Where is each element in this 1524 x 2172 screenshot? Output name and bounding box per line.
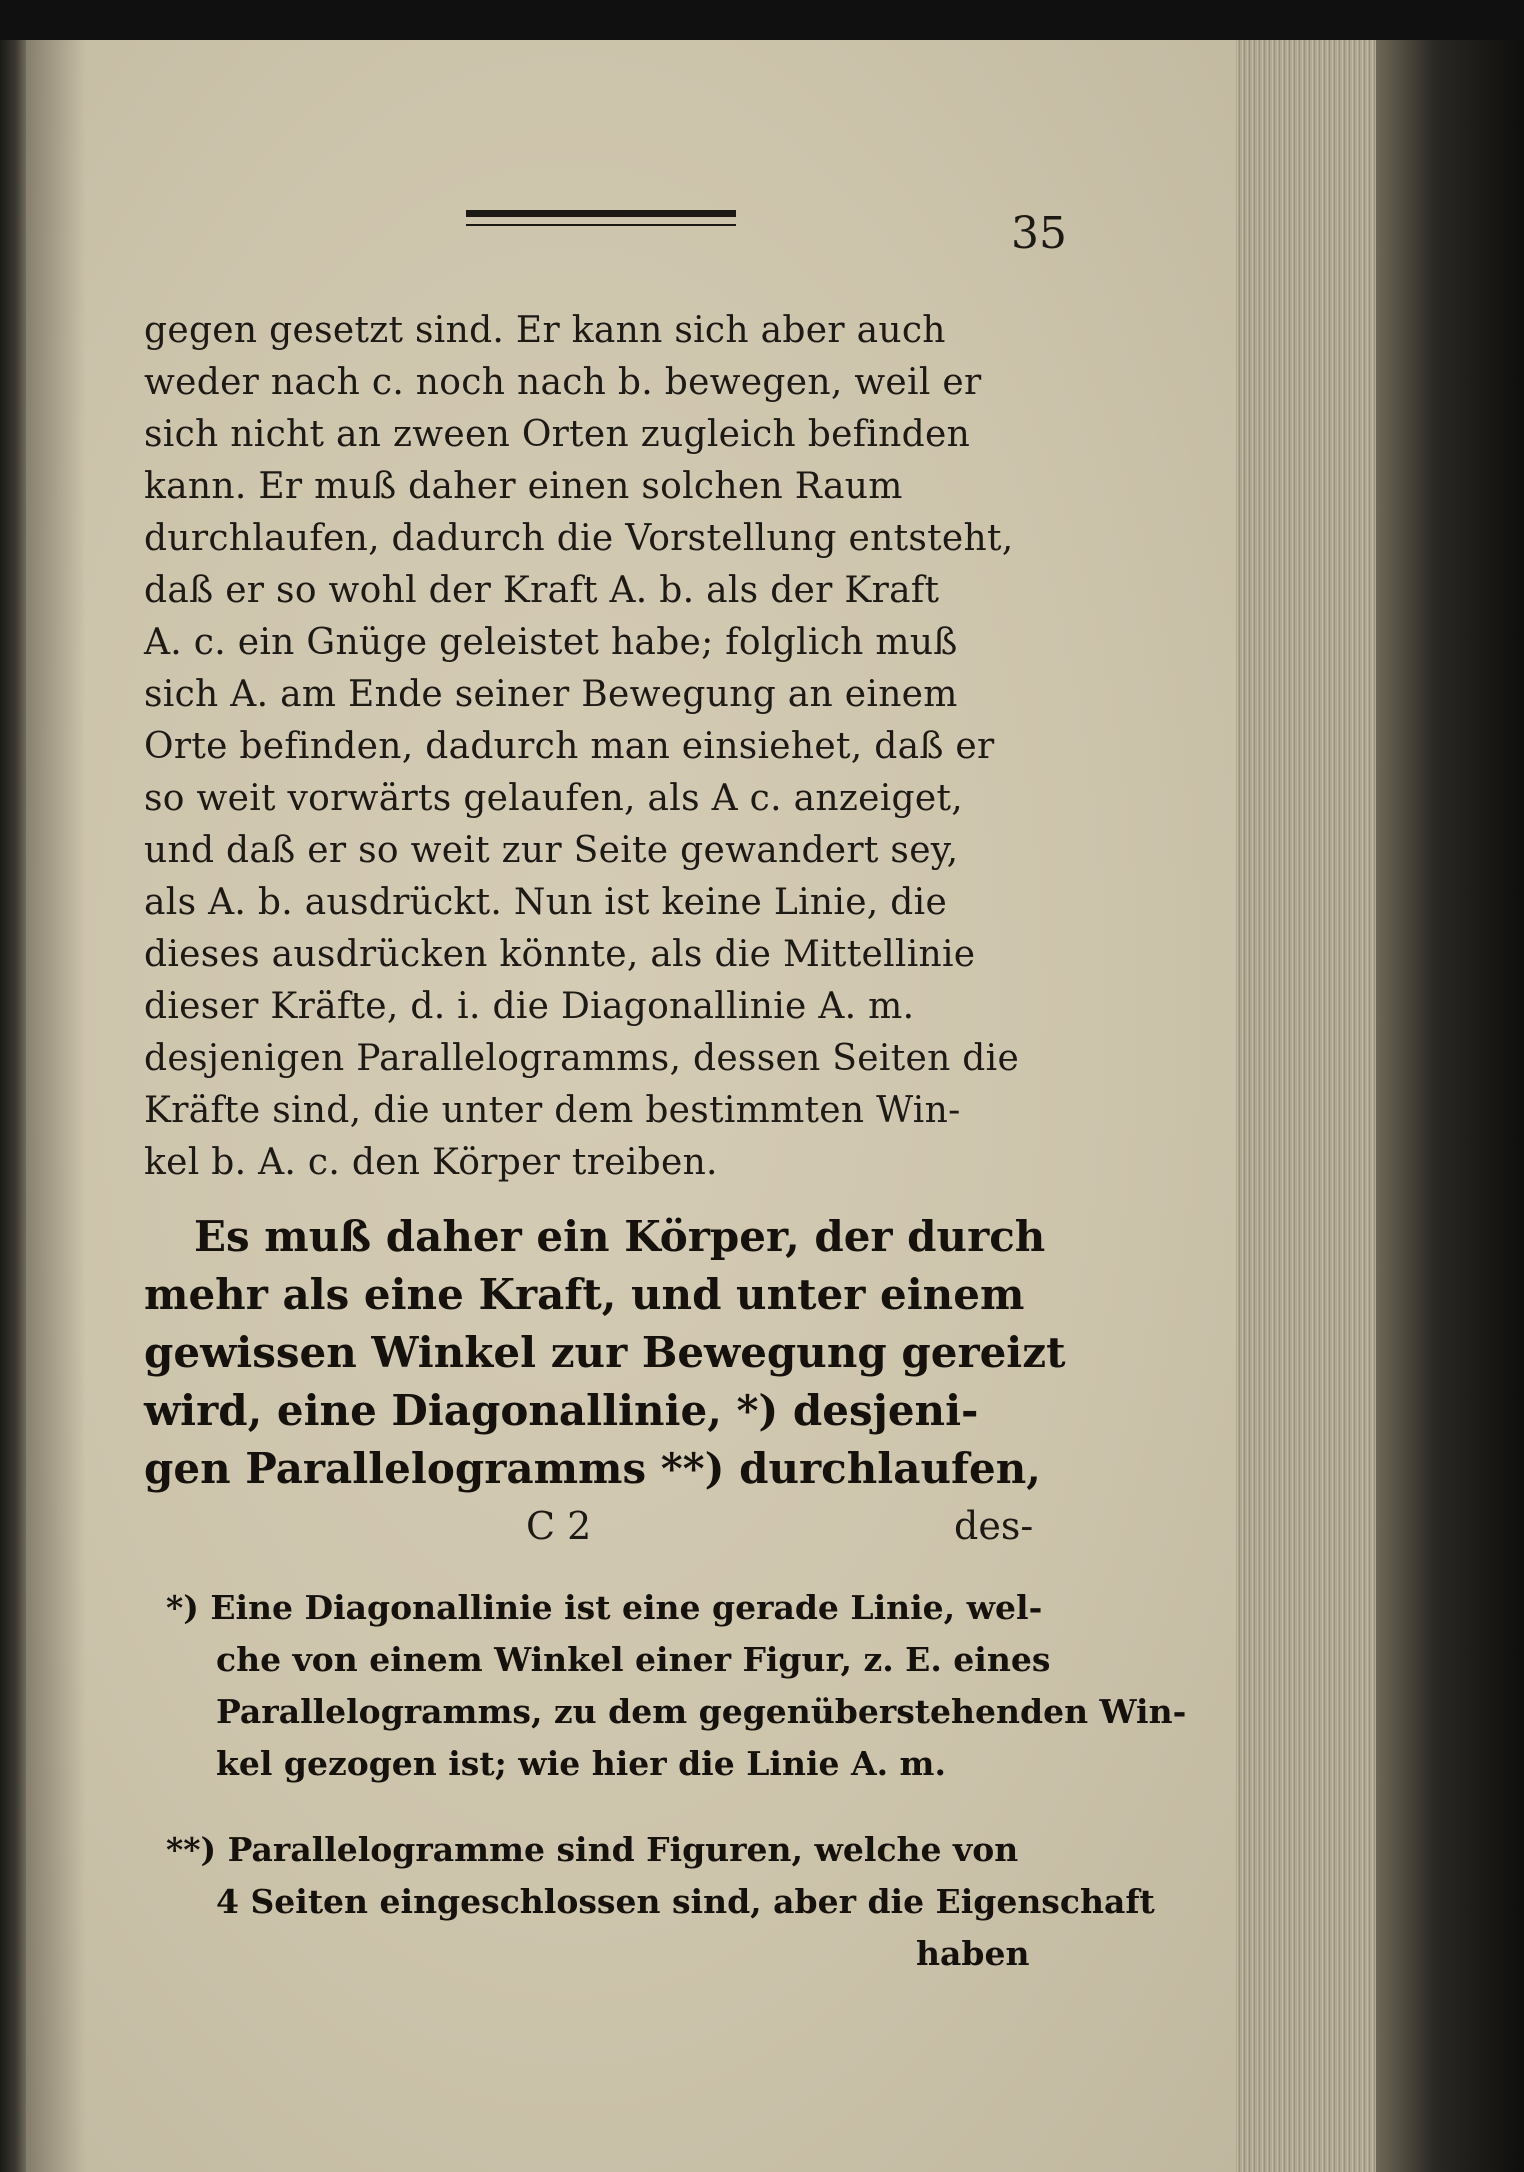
body-line: als A. b. ausdrückt. Nun ist keine Linie, die: [144, 882, 948, 923]
page-number: 35: [1011, 208, 1067, 259]
footnote-line: che von einem Winkel einer Figur, z. E. eines: [216, 1640, 1051, 1679]
body-line: kann. Er muß daher einen solchen Raum: [144, 466, 903, 507]
catchword: des-: [954, 1504, 1034, 1548]
footnote-line: *) Eine Diagonallinie ist eine gerade Linie, wel-: [166, 1588, 1043, 1627]
header-rule-thick: [466, 210, 736, 217]
body-line: Kräfte sind, die unter dem bestimmten Win-: [144, 1090, 961, 1131]
body-line: sich nicht an zween Orten zugleich befinden: [144, 414, 971, 455]
facing-page-edge: [0, 40, 26, 2172]
body-line: und daß er so weit zur Seite gewandert sey,: [144, 830, 959, 871]
body-line: sich A. am Ende seiner Bewegung an einem: [144, 674, 958, 715]
footnote-line: **) Parallelogramme sind Figuren, welche von: [166, 1830, 1019, 1869]
header-rule: [466, 210, 736, 230]
bold-line: gen Parallelogramms **) durchlaufen,: [144, 1444, 1041, 1493]
body-line: dieser Kräfte, d. i. die Diagonallinie A. m.: [144, 986, 915, 1027]
footnote-line: haben: [916, 1934, 1030, 1973]
header-rule-thin: [466, 224, 736, 226]
footnote-line: kel gezogen ist; wie hier die Linie A. m.: [216, 1744, 946, 1783]
body-line: kel b. A. c. den Körper treiben.: [144, 1142, 718, 1183]
body-line: desjenigen Parallelogramms, dessen Seiten die: [144, 1038, 1020, 1079]
bold-line: gewissen Winkel zur Bewegung gereizt: [144, 1328, 1066, 1377]
page-edges: [1236, 40, 1376, 2172]
bold-line: wird, eine Diagonallinie, *) desjeni-: [144, 1386, 979, 1435]
body-line: Orte befinden, dadurch man einsiehet, daß er: [144, 726, 995, 767]
body-line: weder nach c. noch nach b. bewegen, weil er: [144, 362, 982, 403]
body-line: A. c. ein Gnüge geleistet habe; folglich muß: [144, 622, 958, 663]
body-line: dieses ausdrücken könnte, als die Mittellinie: [144, 934, 976, 975]
bold-line: mehr als eine Kraft, und unter einem: [144, 1270, 1025, 1319]
body-line: so weit vorwärts gelaufen, als A c. anzeiget,: [144, 778, 964, 819]
book-page: [26, 40, 1236, 2172]
body-line: durchlaufen, dadurch die Vorstellung entsteht,: [144, 518, 1014, 559]
bold-line: Es muß daher ein Körper, der durch: [194, 1212, 1046, 1261]
footnote-line: Parallelogramms, zu dem gegenüberstehenden Win-: [216, 1692, 1187, 1731]
footnote-line: 4 Seiten eingeschlossen sind, aber die Eigenschaft: [216, 1882, 1155, 1921]
signature-mark: C 2: [526, 1504, 592, 1548]
book-cover-shadow: [1376, 40, 1524, 2172]
body-line: gegen gesetzt sind. Er kann sich aber auch: [144, 310, 946, 351]
body-line: daß er so wohl der Kraft A. b. als der Kraft: [144, 570, 940, 611]
